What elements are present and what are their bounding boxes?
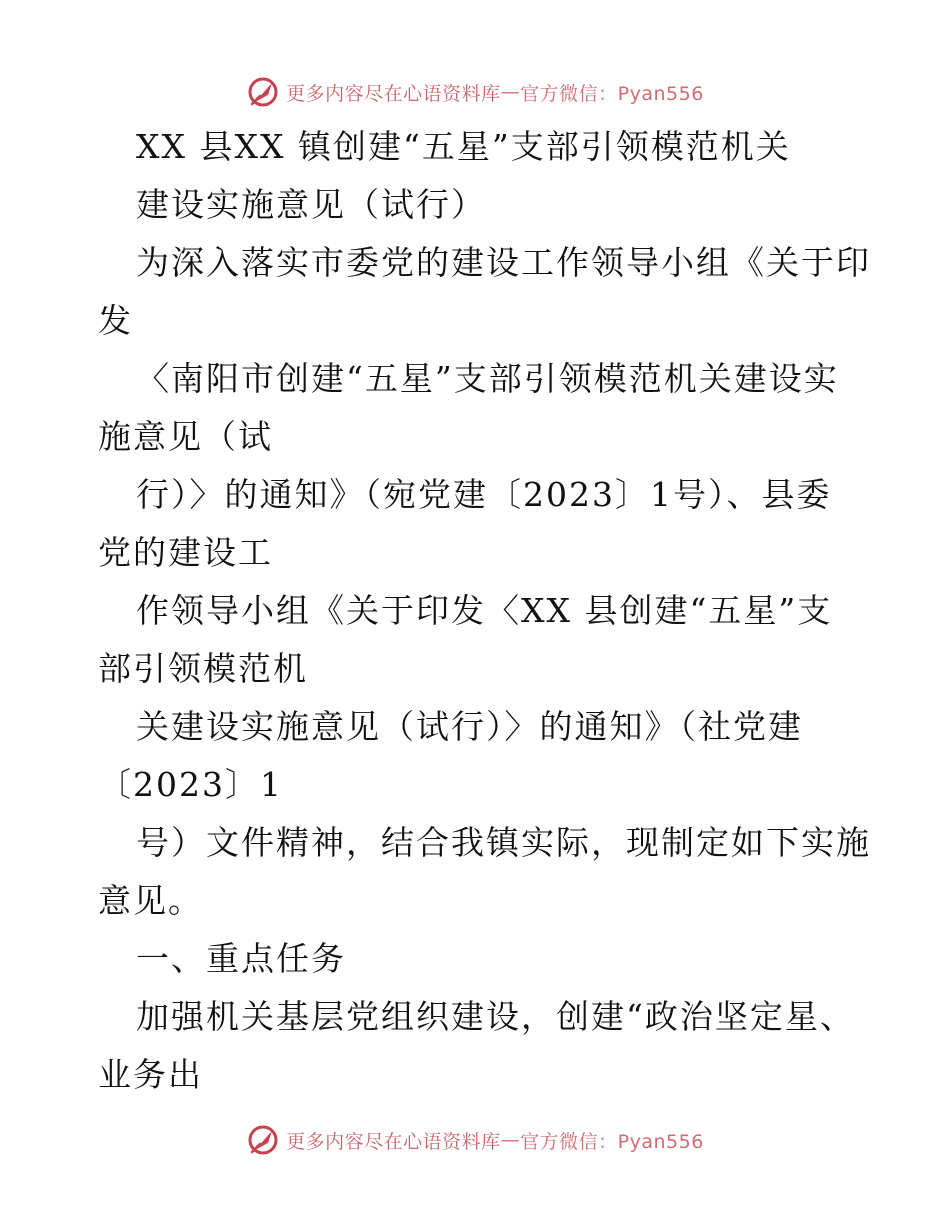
watermark-text: 更多内容尽在心语资料库	[286, 1130, 501, 1153]
paragraph-line: 行）〉的通知》（宛党建〔2023〕1号）、县委	[136, 475, 832, 514]
paragraph-line: 发	[98, 301, 133, 340]
doc-title-line-1: XX 县XX 镇创建“五星”支部引领模范机关	[136, 127, 791, 166]
doc-title-line-2: 建设实施意见（试行）	[136, 185, 486, 224]
paragraph-line: 党的建设工	[98, 533, 273, 572]
header-watermark	[0, 72, 950, 112]
watermark-dash: —	[500, 81, 521, 103]
paragraph-line: 作领导小组《关于印发〈XX 县创建“五星”支	[136, 591, 833, 630]
watermark-dash: —	[500, 1129, 521, 1151]
paragraph-line: 部引领模范机	[98, 649, 308, 688]
paragraph-line: 业务出	[98, 1055, 203, 1094]
section-heading: 一、重点任务	[136, 939, 346, 978]
paragraph-line: 号）文件精神，结合我镇实际，现制定如下实施	[136, 823, 871, 862]
paragraph-line: 施意见（试	[98, 417, 273, 456]
footer-watermark	[0, 1120, 950, 1160]
feather-logo-icon	[246, 1123, 280, 1157]
watermark-text: 更多内容尽在心语资料库	[286, 82, 501, 105]
paragraph-line: 关建设实施意见（试行）〉的通知》（社党建	[136, 707, 803, 746]
paragraph-line: 加强机关基层党组织建设，创建“政治坚定星、	[136, 997, 855, 1036]
paragraph-line: 意见。	[98, 881, 203, 920]
paragraph-line: 〔2023〕1	[98, 765, 283, 804]
document-body	[98, 118, 871, 1104]
paragraph-line: 为深入落实市委党的建设工作领导小组《关于印	[136, 243, 871, 282]
watermark-wechat: 官方微信：Pyan556	[520, 82, 704, 105]
feather-logo-icon	[246, 75, 280, 109]
paragraph-line: 〈南阳市创建“五星”支部引领模范机关建设实	[136, 359, 839, 398]
watermark-wechat: 官方微信：Pyan556	[520, 1130, 704, 1153]
